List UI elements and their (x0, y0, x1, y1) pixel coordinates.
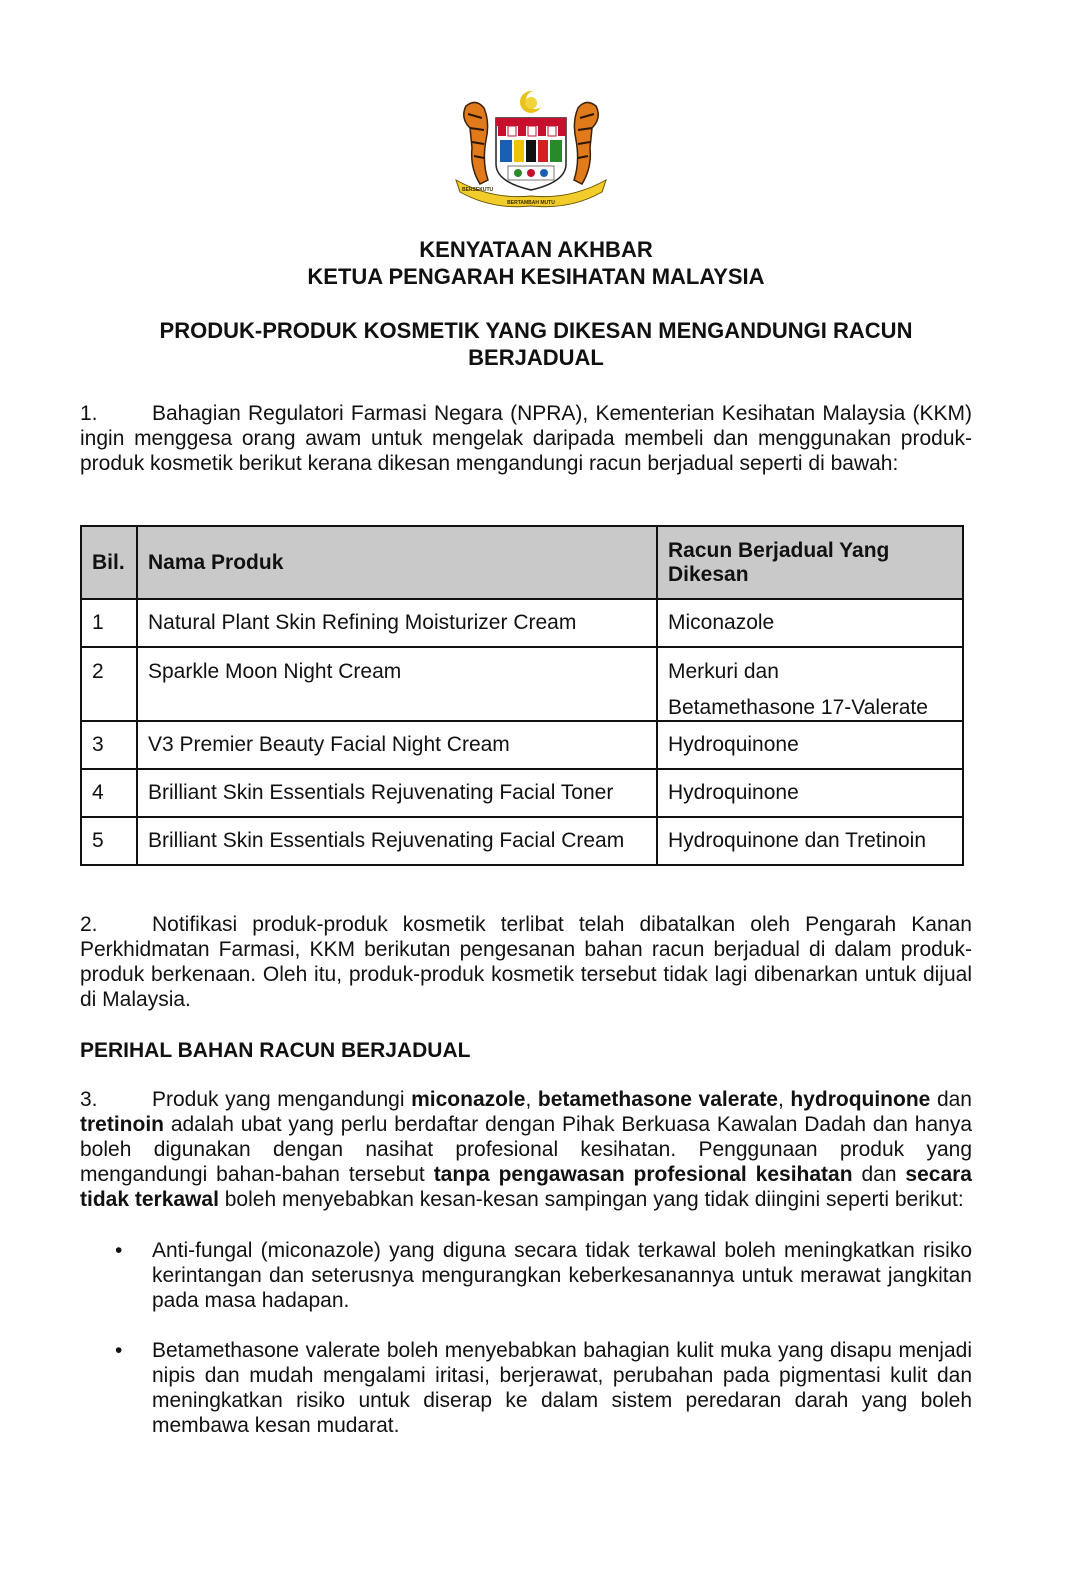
paragraph-1 (80, 401, 972, 476)
header-racun: Racun Berjadual Yang Dikesan (657, 526, 963, 599)
paragraph-3-text: adalah ubat yang perlu berdaftar dengan Pihak Berkuasa Kawalan Dadah dan hanya boleh digunakan dengan nasihat profesional kesihatan. Penggunaan produk yang mengandungi bahan-bahan tersebut (80, 1113, 972, 1186)
table-row (81, 769, 963, 817)
cell-racun: Hydroquinone dan Tretinoin (657, 817, 963, 865)
paragraph-3-bold: secara tidak terkawal (80, 1163, 972, 1211)
cell-bil: 2 (81, 647, 137, 721)
table-row (81, 599, 963, 647)
cell-bil: 3 (81, 721, 137, 769)
table-row (81, 647, 963, 721)
cell-nama: Natural Plant Skin Refining Moisturizer Cream (137, 599, 657, 647)
paragraph-3-text: Produk yang mengandungi (152, 1088, 412, 1111)
paragraph-2 (80, 912, 972, 1012)
header-line-1: KENYATAAN AKHBAR (419, 237, 653, 262)
list-item-text: Anti-fungal (miconazole) yang diguna secara tidak terkawal boleh meningkatkan risiko kerintangan dan seterusnya mengurangkan keberkesanannya untuk merawat jangkitan pada masa hadapan. (152, 1239, 972, 1312)
cell-nama: Brilliant Skin Essentials Rejuvenating Facial Toner (137, 769, 657, 817)
header-bil: Bil. (81, 526, 137, 599)
list-item-text: Betamethasone valerate boleh menyebabkan bahagian kulit muka yang disapu menjadi nipis dan mudah mengalami iritasi, berjerawat, perubahan pada pigmentasi kulit dan meningkatkan risiko untuk diserap ke dalam sistem peredaran darah yang boleh membawa kesan mudarat. (152, 1339, 972, 1437)
table-row (81, 721, 963, 769)
side-effects-list (80, 1238, 972, 1438)
list-item (80, 1338, 972, 1438)
cell-nama: Sparkle Moon Night Cream (137, 647, 657, 721)
paragraph-3-bold: tretinoin (80, 1113, 164, 1136)
paragraph-3-text: boleh menyebabkan kesan-kesan sampingan yang tidak diingini seperti berikut: (218, 1188, 964, 1211)
table-header-row (81, 526, 963, 599)
paragraph-3-text: dan (852, 1163, 906, 1186)
paragraph-1-number: 1. (80, 402, 98, 425)
list-item (80, 1238, 972, 1313)
paragraph-3-number: 3. (80, 1088, 98, 1111)
paragraph-3-text: , (777, 1088, 791, 1111)
products-table (80, 525, 964, 866)
cell-bil: 4 (81, 769, 137, 817)
section-heading: PERIHAL BAHAN RACUN BERJADUAL (80, 1039, 471, 1062)
cell-racun-line-2: Betamethasone 17-Valerate (668, 696, 928, 719)
crest-motto-left: BERSEKUTU (462, 187, 494, 193)
document-title-line-2: BERJADUAL (468, 345, 604, 370)
paragraph-3-bold: hydroquinone (790, 1088, 931, 1111)
paragraph-2-text: Notifikasi produk-produk kosmetik terlibat telah dibatalkan oleh Pengarah Kanan Perkhidmatan Farmasi, KKM berikutan pengesanan bahan racun berjadual di dalam produk-produk berkenaan. Oleh itu, produk-produk kosmetik tersebut tidak lagi dibenarkan untuk dijual di Malaysia. (80, 913, 972, 1011)
paragraph-3-text: , (525, 1088, 538, 1111)
cell-nama: Brilliant Skin Essentials Rejuvenating Facial Cream (137, 817, 657, 865)
cell-racun: Hydroquinone (657, 769, 963, 817)
paragraph-2-number: 2. (80, 913, 98, 936)
cell-racun (657, 647, 963, 721)
paragraph-3-bold: betamethasone valerate (537, 1088, 778, 1111)
paragraph-3 (80, 1087, 972, 1212)
paragraph-3-bold: tanpa pengawasan profesional kesihatan (433, 1163, 853, 1186)
cell-bil: 5 (81, 817, 137, 865)
cell-nama: V3 Premier Beauty Facial Night Cream (137, 721, 657, 769)
header-line-2: KETUA PENGARAH KESIHATAN MALAYSIA (307, 264, 765, 289)
cell-racun: Hydroquinone (657, 721, 963, 769)
cell-bil: 1 (81, 599, 137, 647)
cell-racun: Miconazole (657, 599, 963, 647)
bullet-icon: • (115, 1239, 123, 1262)
header-nama-produk: Nama Produk (137, 526, 657, 599)
bullet-icon: • (115, 1339, 123, 1362)
cell-racun-line-1: Merkuri dan (668, 660, 779, 683)
document-title-line-1: PRODUK-PRODUK KOSMETIK YANG DIKESAN MENGANDUNGI RACUN (159, 318, 913, 343)
coat-of-arms-logo (452, 88, 610, 218)
paragraph-3-text: dan (930, 1088, 972, 1111)
paragraph-1-text: Bahagian Regulatori Farmasi Negara (NPRA), Kementerian Kesihatan Malaysia (KKM) ingin menggesa orang awam untuk mengelak daripada membeli dan menggunakan produk-produk kosmetik berikut kerana dikesan mengandungi racun berjadual seperti di bawah: (80, 402, 972, 475)
paragraph-3-bold: miconazole (411, 1088, 526, 1111)
crest-motto-ribbon: BERTAMBAH MUTU (507, 200, 555, 206)
table-row (81, 817, 963, 865)
